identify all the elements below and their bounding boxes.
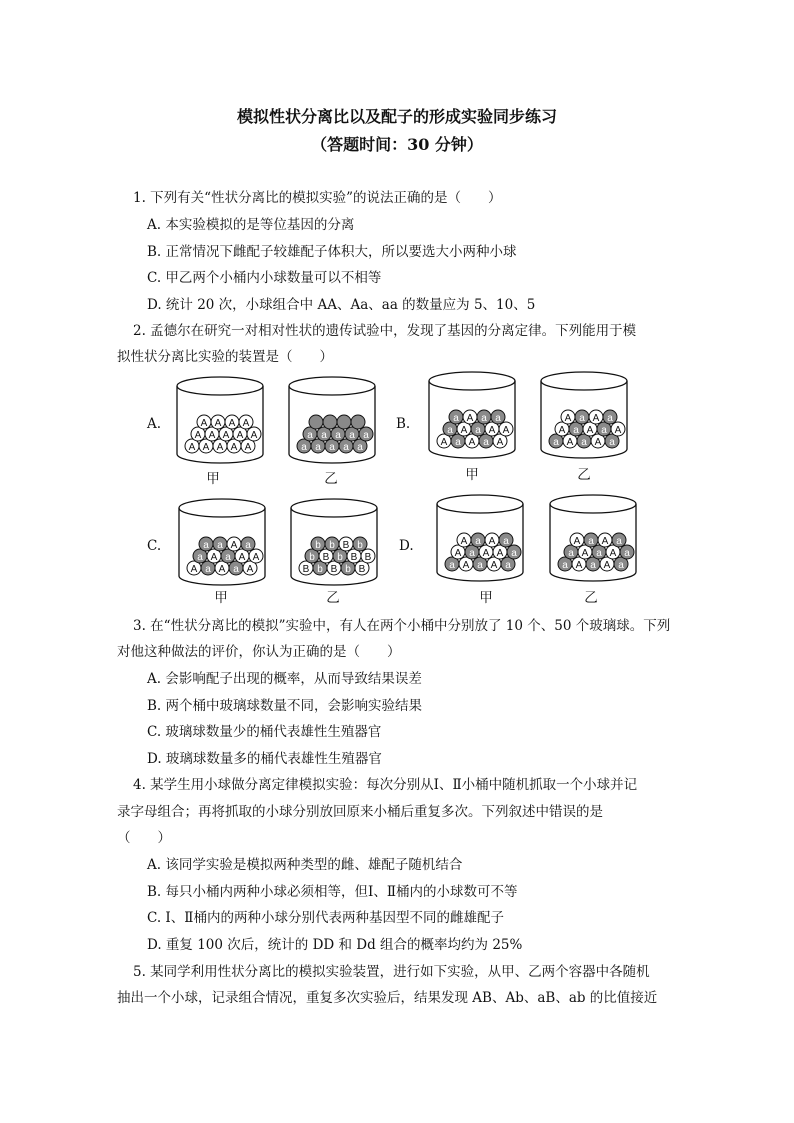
- jar-c-jia: [176, 496, 268, 588]
- ball: [611, 422, 625, 436]
- svg-text:b: b: [317, 564, 323, 575]
- svg-text:A: A: [238, 552, 246, 563]
- q4-stem-line2: 录字母组合；再将抓取的小球分别放回原来小桶后重复多次。下列叙述中错误的是: [117, 804, 603, 820]
- svg-text:a: a: [568, 548, 574, 559]
- svg-text:A: A: [202, 442, 210, 453]
- svg-text:a: a: [455, 437, 461, 448]
- svg-text:a: a: [217, 540, 223, 551]
- ball: [309, 415, 323, 429]
- q5-stem-line2: 抽出一个小球，记录组合情况，重复多次实验后，结果发现 AB、Ab、aB、ab 的比值接近: [117, 990, 658, 1006]
- ball: [477, 410, 491, 424]
- ball: [211, 415, 225, 429]
- ball: [612, 533, 626, 547]
- svg-text:a: a: [447, 425, 453, 436]
- svg-text:a: a: [581, 437, 587, 448]
- svg-text:A: A: [488, 425, 496, 436]
- svg-text:A: A: [460, 425, 468, 436]
- q2-stem-line2: 拟性状分离比实验的装置是（ ）: [117, 349, 333, 365]
- option-label-b: B.: [396, 416, 411, 432]
- svg-text:A: A: [222, 430, 230, 441]
- svg-text:A: A: [609, 548, 617, 559]
- svg-text:A: A: [440, 437, 448, 448]
- caption-a-yi: 乙: [324, 471, 338, 487]
- svg-text:b: b: [357, 540, 363, 551]
- svg-text:A: A: [462, 560, 470, 571]
- q3-stem-line2: 对他这种做法的评价，你认为正确的是（ ）: [117, 644, 401, 660]
- svg-text:A: A: [586, 425, 594, 436]
- svg-text:a: a: [477, 560, 483, 571]
- svg-text:b: b: [309, 552, 315, 563]
- svg-text:a: a: [503, 536, 509, 547]
- svg-text:a: a: [579, 413, 585, 424]
- svg-text:b: b: [337, 552, 343, 563]
- svg-text:A: A: [488, 536, 496, 547]
- ball: [239, 415, 253, 429]
- svg-text:A: A: [601, 536, 609, 547]
- caption-b-jia: 甲: [465, 467, 479, 483]
- svg-text:A: A: [573, 536, 581, 547]
- svg-text:A: A: [558, 425, 566, 436]
- svg-text:A: A: [236, 430, 244, 441]
- svg-text:a: a: [511, 548, 517, 559]
- svg-text:a: a: [245, 540, 251, 551]
- ball: [485, 533, 499, 547]
- caption-c-yi: 乙: [326, 590, 340, 606]
- ball: [471, 533, 485, 547]
- ball: [353, 537, 367, 551]
- q1-option-d: D. 统计 20 次，小球组合中 AA、Aa、aa 的数量应为 5、10、5: [147, 297, 536, 313]
- svg-text:A: A: [603, 560, 611, 571]
- svg-text:B: B: [330, 564, 338, 575]
- ball: [584, 533, 598, 547]
- svg-text:b: b: [315, 540, 321, 551]
- jar-d-yi: [547, 492, 639, 584]
- svg-text:A: A: [490, 560, 498, 571]
- svg-text:A: A: [230, 540, 238, 551]
- svg-text:a: a: [590, 560, 596, 571]
- q4-option-d: D. 重复 100 次后，统计的 DD 和 Dd 组合的概率均约为 25%: [147, 937, 523, 953]
- svg-text:b: b: [329, 540, 335, 551]
- svg-text:A: A: [208, 430, 216, 441]
- svg-text:a: a: [335, 430, 341, 441]
- svg-text:a: a: [349, 430, 355, 441]
- jar-d-jia: [434, 492, 526, 584]
- option-label-c: C.: [147, 538, 162, 554]
- q4-stem-line1: 4. 某学生用小球做分离定律模拟实验：每次分别从Ⅰ、Ⅱ小桶中随机抓取一个小球并记: [133, 777, 638, 793]
- svg-text:a: a: [197, 552, 203, 563]
- ball: [197, 415, 211, 429]
- ball: [213, 537, 227, 551]
- caption-b-yi: 乙: [577, 467, 591, 483]
- svg-text:A: A: [564, 413, 572, 424]
- svg-text:a: a: [315, 442, 321, 453]
- svg-text:A: A: [194, 430, 202, 441]
- ball: [199, 537, 213, 551]
- svg-text:a: a: [307, 430, 313, 441]
- svg-text:A: A: [244, 442, 252, 453]
- q3-stem-line1: 3. 在“性状分离比的模拟”实验中，有人在两个小桶中分别放了 10 个、50 个玻璃球。下列: [133, 618, 671, 634]
- ball: [247, 427, 261, 441]
- svg-text:a: a: [483, 437, 489, 448]
- page-title: 模拟性状分离比以及配子的形成实验同步练习: [236, 107, 557, 126]
- svg-text:A: A: [454, 548, 462, 559]
- svg-text:A: A: [482, 548, 490, 559]
- q3-option-b: B. 两个桶中玻璃球数量不同，会影响实验结果: [147, 698, 423, 714]
- svg-text:A: A: [210, 552, 218, 563]
- ball: [225, 415, 239, 429]
- caption-a-jia: 甲: [206, 471, 220, 487]
- jar-c-yi: [288, 496, 380, 588]
- jar-a-yi: [286, 374, 378, 466]
- ball: [603, 410, 617, 424]
- jar-a-jia: [174, 374, 266, 466]
- svg-text:a: a: [607, 413, 613, 424]
- svg-text:a: a: [453, 413, 459, 424]
- svg-text:A: A: [460, 536, 468, 547]
- svg-text:B: B: [358, 564, 366, 575]
- q1-stem: 1. 下列有关“性状分离比的模拟实验”的说法正确的是（ ）: [133, 190, 502, 206]
- ball: [449, 410, 463, 424]
- svg-text:a: a: [321, 430, 327, 441]
- svg-text:A: A: [252, 552, 260, 563]
- ball: [227, 537, 241, 551]
- q3-option-c: C. 玻璃球数量少的桶代表雄性生殖器官: [147, 724, 382, 740]
- svg-text:a: a: [343, 442, 349, 453]
- svg-text:a: a: [505, 560, 511, 571]
- svg-text:a: a: [588, 536, 594, 547]
- q4-option-a: A. 该同学实验是模拟两种类型的雌、雄配子随机结合: [147, 857, 463, 873]
- option-label-d: D.: [399, 538, 414, 554]
- svg-text:B: B: [342, 540, 350, 551]
- q4-option-c: C. Ⅰ、Ⅱ桶内的两种小球分别代表两种基因型不同的雌雄配子: [147, 910, 504, 926]
- ball: [561, 410, 575, 424]
- ball: [361, 549, 375, 563]
- ball: [311, 537, 325, 551]
- svg-text:a: a: [233, 564, 239, 575]
- ball: [463, 410, 477, 424]
- svg-text:a: a: [225, 552, 231, 563]
- svg-text:a: a: [562, 560, 568, 571]
- ball: [337, 415, 351, 429]
- ball: [499, 533, 513, 547]
- svg-text:a: a: [301, 442, 307, 453]
- ball: [457, 533, 471, 547]
- svg-text:A: A: [246, 564, 254, 575]
- q4-stem-line3: （ ）: [117, 830, 171, 846]
- svg-text:A: A: [566, 437, 574, 448]
- caption-c-jia: 甲: [214, 590, 228, 606]
- svg-text:A: A: [592, 413, 600, 424]
- ball: [325, 537, 339, 551]
- jar-b-yi: [538, 369, 630, 461]
- svg-text:A: A: [200, 418, 208, 429]
- svg-text:a: a: [573, 425, 579, 436]
- svg-text:a: a: [609, 437, 615, 448]
- caption-d-yi: 乙: [584, 590, 598, 606]
- svg-text:A: A: [581, 548, 589, 559]
- svg-text:a: a: [624, 548, 630, 559]
- svg-text:a: a: [618, 560, 624, 571]
- q1-option-c: C. 甲乙两个小桶内小球数量可以不相等: [147, 270, 382, 286]
- q1-option-a: A. 本实验模拟的是等位基因的分离: [147, 217, 355, 233]
- ball: [589, 410, 603, 424]
- q5-stem-line1: 5. 某同学利用性状分离比的模拟实验装置，进行如下实验，从甲、乙两个容器中各随机: [133, 964, 650, 980]
- svg-text:A: A: [468, 437, 476, 448]
- svg-text:a: a: [363, 430, 369, 441]
- svg-text:A: A: [496, 548, 504, 559]
- svg-text:a: a: [601, 425, 607, 436]
- svg-text:a: a: [329, 442, 335, 453]
- ball: [339, 537, 353, 551]
- svg-text:A: A: [230, 442, 238, 453]
- option-label-a: A.: [147, 416, 162, 432]
- svg-text:a: a: [449, 560, 455, 571]
- svg-text:A: A: [466, 413, 474, 424]
- svg-text:A: A: [188, 442, 196, 453]
- svg-text:B: B: [322, 552, 330, 563]
- jar-b-jia: [426, 369, 518, 461]
- svg-text:a: a: [481, 413, 487, 424]
- svg-text:a: a: [205, 564, 211, 575]
- svg-text:A: A: [502, 425, 510, 436]
- svg-text:B: B: [350, 552, 358, 563]
- ball: [351, 415, 365, 429]
- q2-stem-line1: 2. 孟德尔在研究一对相对性状的遗传试验中，发现了基因的分离定律。下列能用于模: [133, 323, 637, 339]
- svg-text:a: a: [469, 548, 475, 559]
- svg-text:B: B: [302, 564, 310, 575]
- ball: [507, 545, 521, 559]
- svg-text:a: a: [495, 413, 501, 424]
- ball: [249, 549, 263, 563]
- svg-text:a: a: [596, 548, 602, 559]
- q1-option-b: B. 正常情况下雌配子较雄配子体积大，所以要选大小两种小球: [147, 244, 517, 260]
- svg-text:a: a: [616, 536, 622, 547]
- q3-option-a: A. 会影响配子出现的概率，从而导致结果误差: [147, 671, 422, 687]
- svg-text:A: A: [242, 418, 250, 429]
- svg-text:a: a: [475, 536, 481, 547]
- svg-text:a: a: [475, 425, 481, 436]
- ball: [359, 427, 373, 441]
- page-subtitle: （答题时间：30 分钟）: [311, 135, 483, 154]
- svg-text:A: A: [216, 442, 224, 453]
- q4-option-b: B. 每只小桶内两种小球必须相等，但Ⅰ、Ⅱ桶内的小球数可不等: [147, 884, 518, 900]
- ball: [491, 410, 505, 424]
- svg-text:A: A: [250, 430, 258, 441]
- svg-text:A: A: [496, 437, 504, 448]
- svg-text:A: A: [190, 564, 198, 575]
- ball: [241, 537, 255, 551]
- ball: [598, 533, 612, 547]
- svg-text:a: a: [357, 442, 363, 453]
- svg-text:A: A: [575, 560, 583, 571]
- ball: [620, 545, 634, 559]
- ball: [499, 422, 513, 436]
- ball: [570, 533, 584, 547]
- svg-text:A: A: [614, 425, 622, 436]
- svg-text:A: A: [214, 418, 222, 429]
- svg-text:b: b: [345, 564, 351, 575]
- ball: [323, 415, 337, 429]
- svg-text:a: a: [203, 540, 209, 551]
- svg-text:B: B: [364, 552, 372, 563]
- caption-d-jia: 甲: [479, 590, 493, 606]
- svg-text:a: a: [553, 437, 559, 448]
- svg-text:A: A: [594, 437, 602, 448]
- svg-text:A: A: [218, 564, 226, 575]
- q3-option-d: D. 玻璃球数量多的桶代表雄性生殖器官: [147, 751, 382, 767]
- svg-text:A: A: [228, 418, 236, 429]
- ball: [575, 410, 589, 424]
